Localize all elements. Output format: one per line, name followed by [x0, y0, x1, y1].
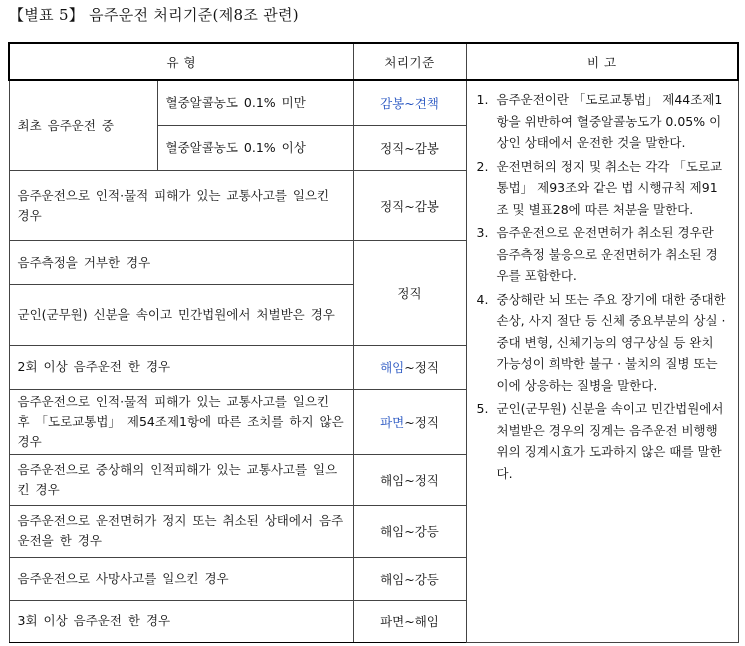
note-number: 3. [476, 225, 489, 241]
row-category: 음주측정을 거부한 경우 [9, 241, 353, 285]
note-number: 1. [476, 92, 489, 108]
action-lower: 감봉 [380, 95, 405, 111]
table-row [9, 80, 738, 125]
note-number: 2. [476, 158, 489, 174]
note-text: 음주운전이란 「도로교통법」 제44조제1항을 위반하여 혈중알콜농도가 0.05% 이상인 상태에서 운전한 것을 말한다. [496, 92, 723, 151]
note-item [477, 89, 730, 154]
row-action [353, 345, 466, 389]
note-number: 5. [476, 401, 489, 417]
row-action: 정직 [353, 241, 466, 345]
document-title: 【별표 5】 음주운전 처리기준(제8조 관련) [9, 6, 299, 24]
action-sep: ~ [404, 95, 415, 111]
row-category: 음주운전으로 인적·물적 피해가 있는 교통사고를 일으킨 후 「도로교통법」 제54조제1항에 따른 조치를 하지 않은 경우 [9, 389, 353, 454]
row-category: 군인(군무원) 신분을 속이고 민간법원에서 처벌받은 경우 [9, 285, 353, 345]
row-category: 음주운전으로 사망사고를 일으킨 경우 [9, 557, 353, 600]
row-action: 정직~감봉 [353, 125, 466, 170]
note-item [477, 222, 730, 287]
row-subcategory: 혈중알콜농도 0.1% 미만 [157, 80, 353, 125]
row-category: 음주운전으로 중상해의 인적피해가 있는 교통사고를 일으킨 경우 [9, 455, 353, 506]
row-action [353, 389, 466, 454]
row-category: 2회 이상 음주운전 한 경우 [9, 345, 353, 389]
note-text: 중상해란 뇌 또는 주요 장기에 대한 중대한 손상, 사지 절단 등 신체 중요부분의 상실 · 중대 변형, 신체기능의 영구상실 등 완치 가능성이 희박한 불구 · 불치의 질병 또는 이에 상응하는 질병을 말한다. [496, 291, 726, 393]
row-action: 해임~강등 [353, 557, 466, 600]
row-category: 최초 음주운전 중 [9, 80, 157, 170]
note-text: 음주운전으로 운전면허가 취소된 경우란 음주측정 불응으로 운전면허가 취소된 경우를 포함한다. [496, 225, 718, 284]
row-subcategory: 혈중알콜농도 0.1% 이상 [157, 125, 353, 170]
note-item [477, 156, 730, 221]
row-action: 해임~정직 [353, 455, 466, 506]
row-action: 파면~해임 [353, 600, 466, 642]
table-header-row [9, 43, 738, 80]
action-upper: 해임 [380, 360, 405, 376]
action-upper: 파면 [380, 415, 405, 431]
row-category: 음주운전으로 인적·물적 피해가 있는 교통사고를 일으킨 경우 [9, 171, 353, 241]
notes-list [477, 89, 730, 484]
header-type: 유 형 [9, 43, 353, 80]
notes-cell [466, 80, 738, 642]
row-category: 음주운전으로 운전면허가 정지 또는 취소된 상태에서 음주운전을 한 경우 [9, 506, 353, 557]
header-action: 처리기준 [353, 43, 466, 80]
action-upper: 견책 [414, 95, 439, 111]
header-note: 비 고 [466, 43, 738, 80]
note-text: 군인(군무원) 신분을 속이고 민간법원에서 처벌받은 경우의 징계는 음주운전 비행행위의 징계시효가 도과하지 않은 때를 말한다. [496, 401, 724, 481]
drunk-driving-penalty-table [8, 42, 739, 643]
action-lower: ~정직 [404, 360, 439, 376]
note-text: 운전면허의 정지 및 취소는 각각 「도로교통법」 제93조와 같은 법 시행규칙 제91조 및 별표28에 따른 처분을 말한다. [496, 158, 723, 217]
note-number: 4. [476, 291, 489, 307]
row-action: 해임~강등 [353, 506, 466, 557]
row-action [353, 80, 466, 125]
row-action: 정직~감봉 [353, 171, 466, 241]
note-item [477, 289, 730, 397]
note-item [477, 398, 730, 484]
action-lower: ~정직 [404, 415, 439, 431]
row-category: 3회 이상 음주운전 한 경우 [9, 600, 353, 642]
